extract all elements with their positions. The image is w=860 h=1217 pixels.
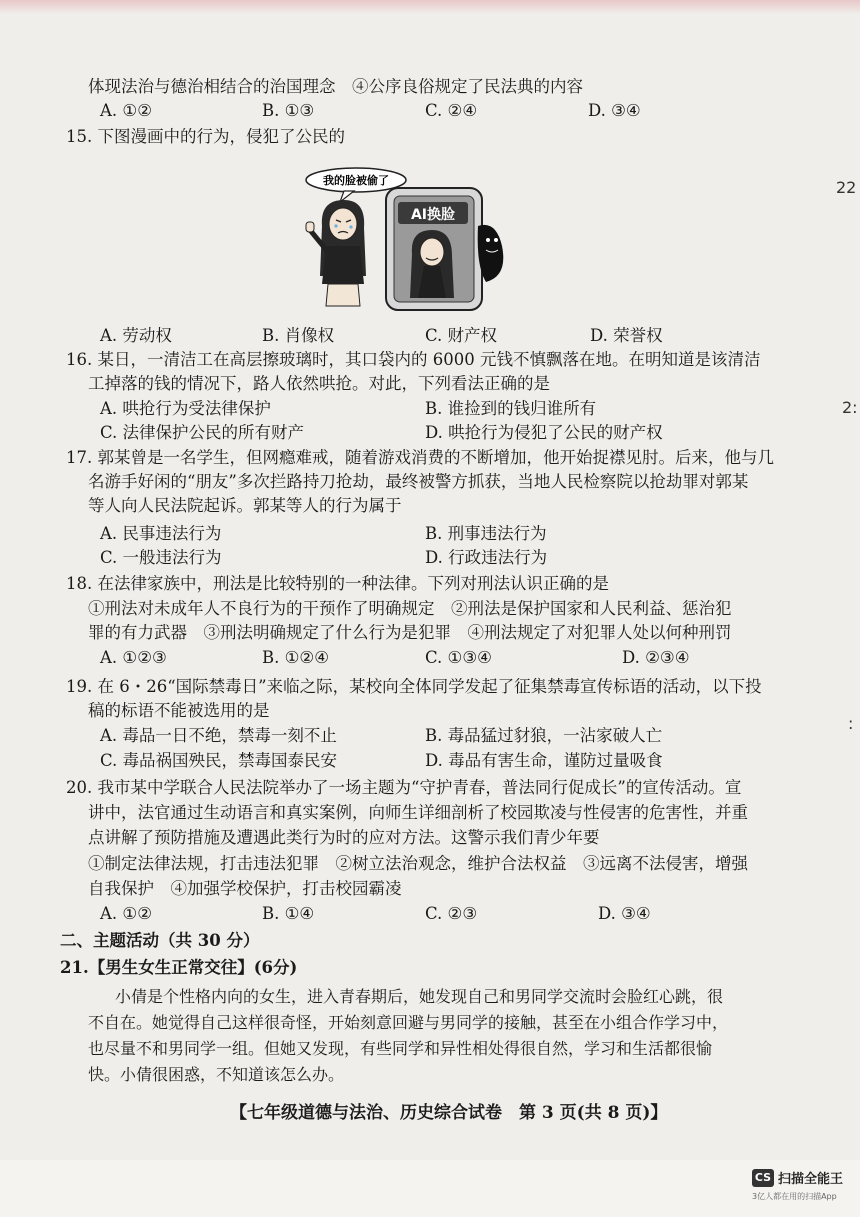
section-2-title: 二、主题活动（共 30 分） <box>60 931 260 950</box>
q17-option-d: D. 行政违法行为 <box>425 548 548 567</box>
q21-line-3: 也尽量不和男同学一组。但她又发现，有些同学和异性相处得很自然，学习和生活都很愉 <box>88 1039 713 1058</box>
q21-line-4: 快。小倩很困惑，不知道该怎么办。 <box>88 1065 345 1084</box>
q20-line-2: 讲中，法官通过生动语言和真实案例，向师生详细剖析了校园欺凌与性侵害的危害性，并重 <box>88 803 748 822</box>
q15-option-b: B. 肖像权 <box>262 326 335 345</box>
q17-line-1: 17. 郭某曾是一名学生，但网瘾难戒，随着游戏消费的不断增加，他开始捉襟见肘。后来，他与几 <box>66 448 774 467</box>
intro-option-b: B. ①③ <box>262 101 315 120</box>
q21-line-1: 小倩是个性格内向的女生，进入青春期后，她发现自己和男同学交流时会脸红心跳，很 <box>115 987 724 1006</box>
intro-option-d: D. ③④ <box>588 101 641 120</box>
q19-line-1: 19. 在 6・26“国际禁毒日”来临之际，某校向全体同学发起了征集禁毒宣传标语的活动，以下投 <box>66 677 762 696</box>
q17-line-3: 等人向人民法院起诉。郭某等人的行为属于 <box>88 496 402 515</box>
q16-option-c: C. 法律保护公民的所有财产 <box>100 423 305 442</box>
speech-bubble-text: 我的脸被偷了 <box>323 174 389 187</box>
q18-option-a: A. ①②③ <box>100 648 167 667</box>
q19-line-2: 稿的标语不能被选用的是 <box>88 701 270 720</box>
brand-slogan: 3亿人都在用的扫描App <box>752 1192 837 1201</box>
margin-number-2: 2: <box>842 398 858 417</box>
q19-option-d: D. 毒品有害生命，谨防过量吸食 <box>425 751 663 770</box>
q18-line-1: 18. 在法律家族中，刑法是比较特别的一种法律。下列对刑法认识正确的是 <box>66 574 609 593</box>
cs-logo-icon: CS <box>752 1169 774 1187</box>
margin-number-1: 22 <box>836 178 857 197</box>
q20-line-3: 点讲解了预防措施及遭遇此类行为时的应对方法。这警示我们青少年要 <box>88 828 600 847</box>
q17-line-2: 名游手好闲的“朋友”多次拦路持刀抢劫，最终被警方抓获，当地人民检察院以抢劫罪对郭某 <box>88 472 749 491</box>
phone-label: AI换脸 <box>410 207 456 223</box>
q19-option-a: A. 毒品一日不绝，禁毒一刻不止 <box>100 726 337 745</box>
q20-option-d: D. ③④ <box>598 904 651 923</box>
q16-line-2: 工掉落的钱的情况下，路人依然哄抢。对此，下列看法正确的是 <box>88 374 550 393</box>
q18-option-d: D. ②③④ <box>622 648 690 667</box>
cartoon-illustration <box>300 166 515 314</box>
scanner-watermark <box>752 1166 857 1208</box>
q21-line-2: 不自在。她觉得自己这样很奇怪，开始刻意回避与男同学的接触，甚至在小组合作学习中， <box>88 1013 729 1032</box>
q15-option-c: C. 财产权 <box>425 326 498 345</box>
q15-option-a: A. 劳动权 <box>100 326 172 345</box>
q17-option-b: B. 刑事违法行为 <box>425 524 547 543</box>
q19-option-b: B. 毒品猛过豺狼，一沾家破人亡 <box>425 726 663 745</box>
q20-line-1: 20. 我市某中学联合人民法院举办了一场主题为“守护青春，普法同行促成长”的宣传活动。宣 <box>66 778 742 797</box>
q18-line-2: ①刑法对未成年人不良行为的干预作了明确规定 ②刑法是保护国家和人民利益、惩治犯 <box>88 599 732 618</box>
q19-option-c: C. 毒品祸国殃民，禁毒国泰民安 <box>100 751 338 770</box>
intro-option-a: A. ①② <box>100 101 152 120</box>
q20-line-5: 自我保护 ④加强学校保护，打击校园霸凌 <box>88 879 402 898</box>
q16-line-1: 16. 某日，一清洁工在高层擦玻璃时，其口袋内的 6000 元钱不慎飘落在地。在明知道是该清洁 <box>66 350 761 369</box>
q16-option-b: B. 谁捡到的钱归谁所有 <box>425 399 597 418</box>
q20-option-b: B. ①④ <box>262 904 315 923</box>
top-edge <box>0 0 860 14</box>
q17-option-c: C. 一般违法行为 <box>100 548 222 567</box>
q17-option-a: A. 民事违法行为 <box>100 524 222 543</box>
intro-option-c: C. ②④ <box>425 101 478 120</box>
q18-option-c: C. ①③④ <box>425 648 492 667</box>
q15-option-d: D. 荣誉权 <box>590 326 663 345</box>
q16-option-a: A. 哄抢行为受法律保护 <box>100 399 271 418</box>
q18-option-b: B. ①②④ <box>262 648 329 667</box>
q20-line-4: ①制定法律法规，打击违法犯罪 ②树立法治观念，维护合法权益 ③远离不法侵害，增强 <box>88 854 748 873</box>
intro-line: 体现法治与德治相结合的治国理念 ④公序良俗规定了民法典的内容 <box>88 77 583 96</box>
brand-name: 扫描全能王 <box>778 1172 844 1187</box>
q20-option-a: A. ①② <box>100 904 152 923</box>
q18-line-3: 罪的有力武器 ③刑法明确规定了什么行为是犯罪 ④刑法规定了对犯罪人处以何种刑罚 <box>88 623 732 642</box>
q15-cartoon <box>300 166 515 314</box>
page-footer: 【七年级道德与法治、历史综合试卷 第 3 页(共 8 页)】 <box>230 1103 668 1123</box>
margin-number-3: : <box>848 714 854 733</box>
q21-title: 21.【男生女生正常交往】(6分) <box>60 958 298 977</box>
q15-stem: 15. 下图漫画中的行为，侵犯了公民的 <box>66 127 345 146</box>
q20-option-c: C. ②③ <box>425 904 478 923</box>
q16-option-d: D. 哄抢行为侵犯了公民的财产权 <box>425 423 663 442</box>
